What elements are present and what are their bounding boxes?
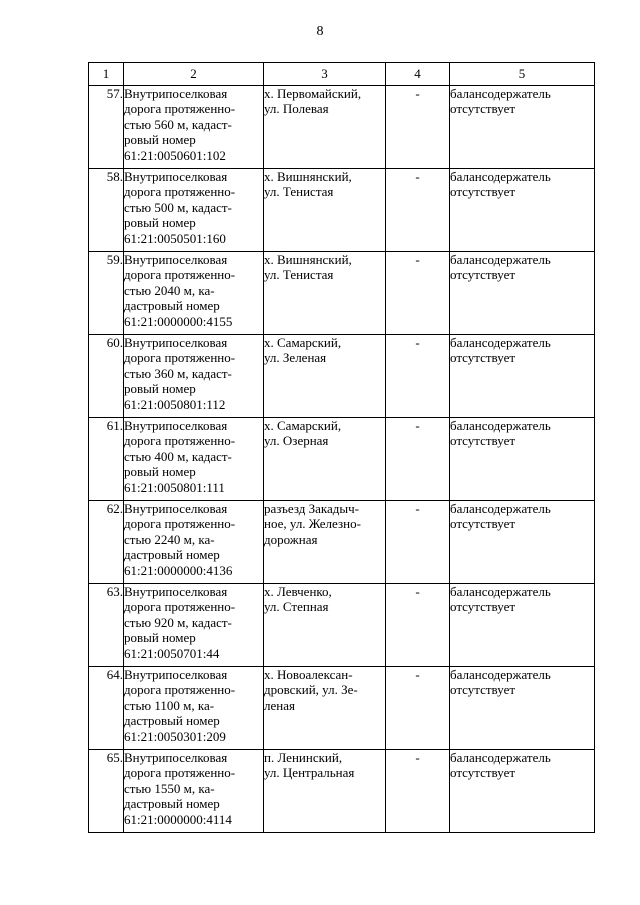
table-row — [89, 667, 595, 750]
road-registry-table — [88, 62, 595, 833]
balance-holder: балансодержатель отсутствует — [450, 252, 595, 335]
column-4-value: - — [386, 667, 450, 750]
object-description: Внутрипоселковая дорога протяженно- стью 1550 м, ка- дастровый номер 61:21:0000000:4114 — [124, 750, 264, 833]
page-number: 8 — [316, 24, 324, 39]
table-row — [89, 169, 595, 252]
column-4-value: - — [386, 86, 450, 169]
row-number: 57. — [89, 86, 124, 169]
object-description: Внутрипоселковая дорога протяженно- стью 560 м, кадаст- ровый номер 61:21:0050601:102 — [124, 86, 264, 169]
column-4-value: - — [386, 169, 450, 252]
object-address: х. Самарский, ул. Зеленая — [264, 335, 386, 418]
object-description: Внутрипоселковая дорога протяженно- стью 920 м, кадаст- ровый номер 61:21:0050701:44 — [124, 584, 264, 667]
balance-holder: балансодержатель отсутствует — [450, 169, 595, 252]
table-row — [89, 501, 595, 584]
object-description: Внутрипоселковая дорога протяженно- стью 360 м, кадаст- ровый номер 61:21:0050801:112 — [124, 335, 264, 418]
column-4-value: - — [386, 335, 450, 418]
row-number: 62. — [89, 501, 124, 584]
table-row — [89, 584, 595, 667]
object-description: Внутрипоселковая дорога протяженно- стью 1100 м, ка- дастровый номер 61:21:0050301:209 — [124, 667, 264, 750]
object-address: п. Ленинский, ул. Центральная — [264, 750, 386, 833]
object-address: х. Новоалексан- дровский, ул. Зе- леная — [264, 667, 386, 750]
object-description: Внутрипоселковая дорога протяженно- стью 2040 м, ка- дастровый номер 61:21:0000000:4155 — [124, 252, 264, 335]
column-4-value: - — [386, 418, 450, 501]
table-row — [89, 418, 595, 501]
row-number: 61. — [89, 418, 124, 501]
object-address: х. Вишнянский, ул. Тенистая — [264, 169, 386, 252]
table-row — [89, 252, 595, 335]
column-header-2: 2 — [124, 63, 264, 86]
object-address: х. Левченко, ул. Степная — [264, 584, 386, 667]
row-number: 63. — [89, 584, 124, 667]
column-4-value: - — [386, 252, 450, 335]
object-description: Внутрипоселковая дорога протяженно- стью 2240 м, ка- дастровый номер 61:21:0000000:4136 — [124, 501, 264, 584]
table-row — [89, 750, 595, 833]
column-4-value: - — [386, 501, 450, 584]
object-address: х. Вишнянский, ул. Тенистая — [264, 252, 386, 335]
column-header-1: 1 — [89, 63, 124, 86]
object-description: Внутрипоселковая дорога протяженно- стью 400 м, кадаст- ровый номер 61:21:0050801:111 — [124, 418, 264, 501]
balance-holder: балансодержатель отсутствует — [450, 750, 595, 833]
balance-holder: балансодержатель отсутствует — [450, 501, 595, 584]
balance-holder: балансодержатель отсутствует — [450, 418, 595, 501]
column-header-3: 3 — [264, 63, 386, 86]
balance-holder: балансодержатель отсутствует — [450, 86, 595, 169]
object-description: Внутрипоселковая дорога протяженно- стью 500 м, кадаст- ровый номер 61:21:0050501:160 — [124, 169, 264, 252]
column-4-value: - — [386, 750, 450, 833]
row-number: 65. — [89, 750, 124, 833]
balance-holder: балансодержатель отсутствует — [450, 335, 595, 418]
row-number: 59. — [89, 252, 124, 335]
column-4-value: - — [386, 584, 450, 667]
object-address: х. Первомайский, ул. Полевая — [264, 86, 386, 169]
balance-holder: балансодержатель отсутствует — [450, 667, 595, 750]
column-header-4: 4 — [386, 63, 450, 86]
balance-holder: балансодержатель отсутствует — [450, 584, 595, 667]
row-number: 60. — [89, 335, 124, 418]
column-header-5: 5 — [450, 63, 595, 86]
table-header-row — [89, 63, 595, 86]
object-address: х. Самарский, ул. Озерная — [264, 418, 386, 501]
row-number: 58. — [89, 169, 124, 252]
table-row — [89, 86, 595, 169]
table-row — [89, 335, 595, 418]
row-number: 64. — [89, 667, 124, 750]
object-address: разъезд Закадыч- ное, ул. Железно- дорожная — [264, 501, 386, 584]
